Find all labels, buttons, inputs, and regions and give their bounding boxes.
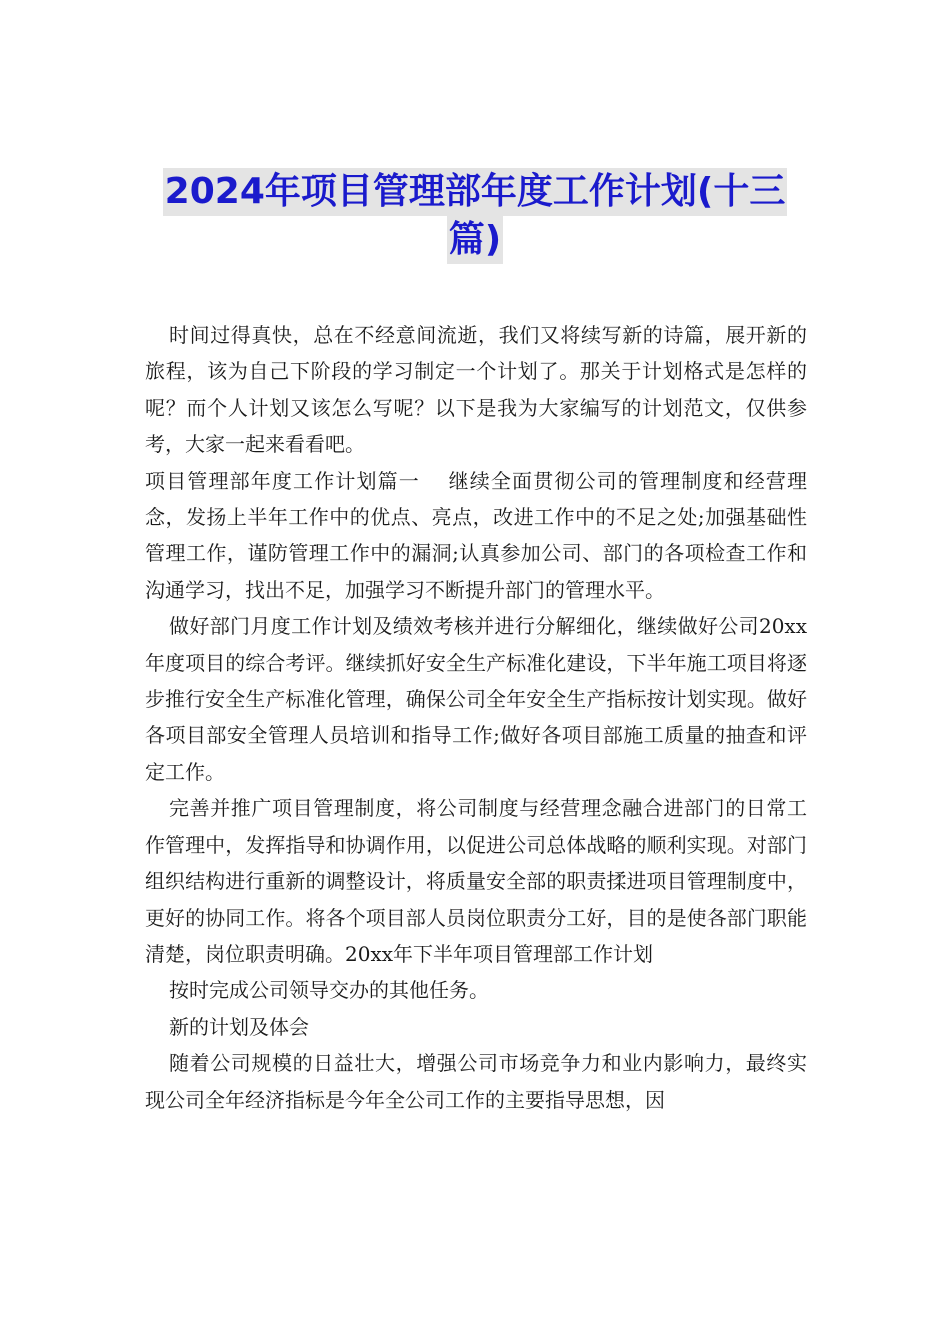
paragraph-heading-new-plan: 新的计划及体会 xyxy=(169,1014,309,1039)
paragraph-management-system: 完善并推广项目管理制度，将公司制度与经营理念融合进部门的日常工作管理中，发挥指导和协调作用，以促进公司总体战略的顺利实现。对部门组织结构进行重新的调整设计，将质量安全部的职责揉进项目管理制度中，更好的协同工作。将各个项目部人员岗位职责分工好，目的是使各部门职能清楚，岗位职责明确。20xx年下半年项目管理部工作计划 xyxy=(145,796,807,966)
paragraph-other-tasks: 按时完成公司领导交办的其他任务。 xyxy=(169,978,489,1003)
paragraph-intro: 时间过得真快，总在不经意间流逝，我们又将续写新的诗篇，展开新的旅程，该为自己下阶段的学习制定一个计划了。那关于计划格式是怎样的呢？而个人计划又该怎么写呢？以下是我为大家编写的计划范文，仅供参考，大家一起来看看吧。 xyxy=(145,323,807,457)
paragraph-company-growth: 随着公司规模的日益壮大，增强公司市场竞争力和业内影响力，最终实现公司全年经济指标是今年全公司工作的主要指导思想，因 xyxy=(145,1051,807,1112)
document-body xyxy=(145,317,807,1118)
title-line-2: 篇) xyxy=(447,216,503,264)
paragraph-monthly-plan: 做好部门月度工作计划及绩效考核并进行分解细化，继续做好公司20xx年度项目的综合考评。继续抓好安全生产标准化建设，下半年施工项目将逐步推行安全生产标准化管理，确保公司全年安全生产指标按计划实现。做好各项目部安全管理人员培训和指导工作;做好各项目部施工质量的抽查和评定工作。 xyxy=(145,614,807,784)
title-line-1: 2024年项目管理部年度工作计划(十三 xyxy=(163,168,788,216)
document-title xyxy=(100,168,850,264)
paragraph-plan-1: 项目管理部年度工作计划篇一 继续全面贯彻公司的管理制度和经营理念，发扬上半年工作中的优点、亮点，改进工作中的不足之处;加强基础性管理工作，谨防管理工作中的漏洞;认真参加公司、部门的各项检查工作和沟通学习，找出不足，加强学习不断提升部门的管理水平。 xyxy=(145,468,807,602)
